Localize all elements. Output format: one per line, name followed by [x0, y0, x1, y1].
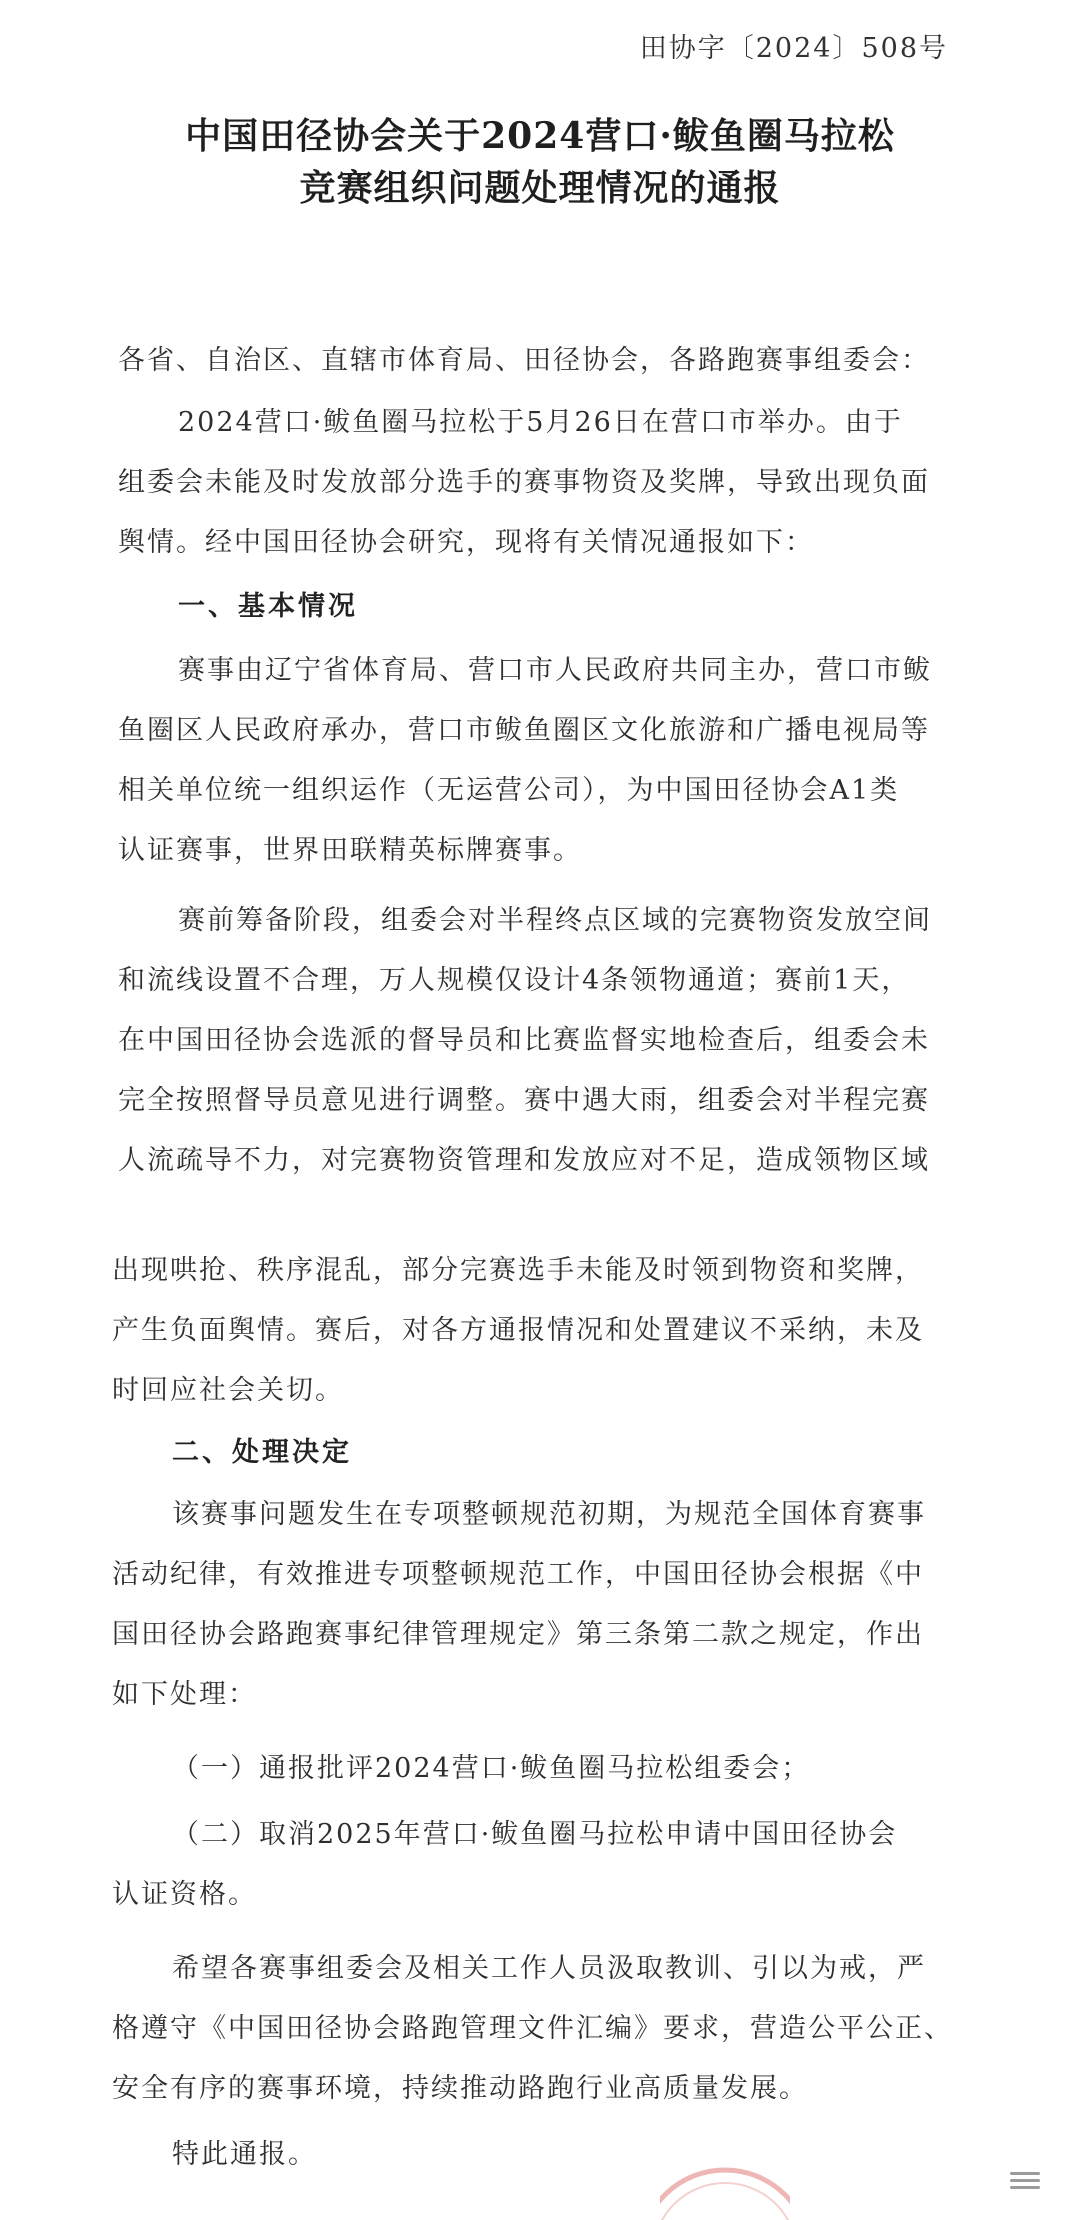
title-line-2: 竞赛组织问题处理情况的通报: [299, 167, 781, 209]
document-title: [0, 110, 1080, 214]
section1-para2-line: 在中国田径协会选派的督导员和比赛监督实地检查后，组委会未: [118, 1025, 930, 1056]
closing-para-line: 安全有序的赛事环境，持续推动路跑行业高质量发展。: [112, 2073, 808, 2104]
section-heading-basic-situation: 一、基本情况: [178, 591, 358, 622]
section1-para1-line: 赛事由辽宁省体育局、营口市人民政府共同主办，营口市鲅: [178, 655, 932, 686]
section1-para2-line: 时回应社会关切。: [112, 1375, 344, 1406]
closing-para-line: 格遵守《中国田径协会路跑管理文件汇编》要求，营造公平公正、: [112, 2013, 953, 2044]
section1-para2-line: 赛前筹备阶段，组委会对半程终点区域的完赛物资发放空间: [178, 905, 932, 936]
intro-line: 舆情。经中国田径协会研究，现将有关情况通报如下：: [118, 527, 814, 558]
section1-para2-line: 人流疏导不力，对完赛物资管理和发放应对不足，造成领物区域: [118, 1145, 930, 1176]
section1-para2-line: 完全按照督导员意见进行调整。赛中遇大雨，组委会对半程完赛: [118, 1085, 930, 1116]
section2-para1-line: 国田径协会路跑赛事纪律管理规定》第三条第二款之规定，作出: [112, 1619, 924, 1650]
section-heading-decision: 二、处理决定: [172, 1437, 352, 1468]
section1-para2-line: 出现哄抢、秩序混乱，部分完赛选手未能及时领到物资和奖牌，: [112, 1255, 924, 1286]
section2-para1-line: 如下处理：: [112, 1679, 257, 1710]
title-line-1: 中国田径协会关于2024营口·鲅鱼圈马拉松: [185, 115, 895, 157]
section1-para1-line: 认证赛事，世界田联精英标牌赛事。: [118, 835, 582, 866]
closing-para-line: 希望各赛事组委会及相关工作人员汲取教训、引以为戒，严: [172, 1953, 926, 1984]
decision-item-2-line: （二）取消2025年营口·鲅鱼圈马拉松申请中国田径协会: [172, 1819, 898, 1850]
document-number: 田协字〔2024〕508号: [639, 33, 948, 64]
decision-item-2-line: 认证资格。: [112, 1879, 257, 1910]
section1-para1-line: 相关单位统一组织运作（无运营公司），为中国田径协会A1类: [118, 775, 900, 806]
intro-line: 组委会未能及时发放部分选手的赛事物资及奖牌，导致出现负面: [118, 467, 930, 498]
section2-para1-line: 该赛事问题发生在专项整顿规范初期，为规范全国体育赛事: [172, 1499, 926, 1530]
section1-para2-line: 产生负面舆情。赛后，对各方通报情况和处置建议不采纳，未及: [112, 1315, 924, 1346]
section1-para1-line: 鱼圈区人民政府承办，营口市鲅鱼圈区文化旅游和广播电视局等: [118, 715, 930, 746]
salutation: 各省、自治区、直辖市体育局、田径协会，各路跑赛事组委会：: [118, 345, 930, 376]
official-seal: [660, 2160, 790, 2220]
intro-line: 2024营口·鲅鱼圈马拉松于5月26日在营口市举办。由于: [178, 407, 903, 438]
section2-para1-line: 活动纪律，有效推进专项整顿规范工作，中国田径协会根据《中: [112, 1559, 924, 1590]
closing-statement: 特此通报。: [172, 2139, 317, 2170]
menu-lines-icon[interactable]: [1010, 2172, 1040, 2193]
decision-item-1: （一）通报批评2024营口·鲅鱼圈马拉松组委会；: [172, 1753, 811, 1784]
section1-para2-line: 和流线设置不合理，万人规模仅设计4条领物通道；赛前1天，: [118, 965, 911, 996]
